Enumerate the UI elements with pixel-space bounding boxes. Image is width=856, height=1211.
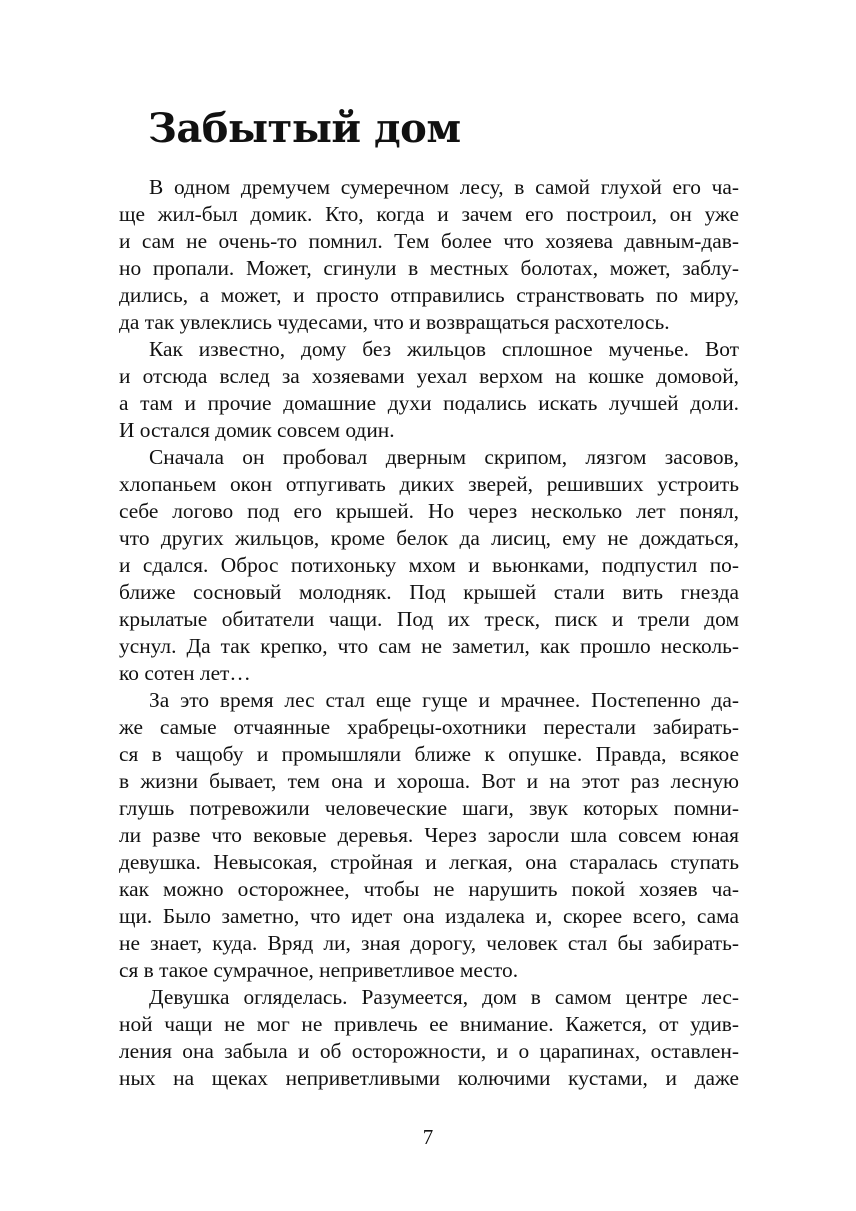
text-line: В одном дремучем сумеречном лесу, в самой глухой его ча- [149, 175, 739, 199]
text-line: ся в такое сумрачное, неприветливое место. [119, 958, 519, 982]
text-line: не знает, куда. Вряд ли, зная дорогу, человек стал бы забирать- [119, 931, 739, 955]
text-line: в жизни бывает, тем она и хороша. Вот и на этот раз лесную [119, 769, 739, 793]
text-line: и отсюда вслед за хозяевами уехал верхом на кошке домовой, [119, 364, 739, 388]
text-line: что других жильцов, кроме белок да лисиц, ему не дождаться, [119, 526, 739, 550]
text-line: ближе сосновый молодняк. Под крышей стали вить гнезда [119, 580, 739, 604]
text-line: как можно осторожнее, чтобы не нарушить покой хозяев ча- [119, 877, 739, 901]
page-number: 7 [422, 1125, 434, 1149]
paragraph [119, 174, 739, 336]
text-line: И остался домик совсем один. [119, 418, 395, 442]
text-line: дились, а может, и просто отправились странствовать по миру, [119, 283, 739, 307]
text-line: и сдался. Оброс потихоньку мхом и вьюнками, подпустил по- [119, 553, 739, 577]
text-line: крылатые обитатели чащи. Под их треск, писк и трели дом [119, 607, 739, 631]
text-line: ных на щеках неприветливыми колючими кустами, и даже [119, 1066, 739, 1090]
text-line: девушка. Невысокая, стройная и легкая, она старалась ступать [119, 850, 739, 874]
paragraph [119, 444, 739, 687]
text-line: щи. Было заметно, что идет она издалека и, скорее всего, сама [119, 904, 739, 928]
text-line: и сам не очень-то помнил. Тем более что хозяева давным-дав- [119, 229, 739, 253]
text-line: ся в чащобу и промышляли ближе к опушке. Правда, всякое [119, 742, 739, 766]
text-line: Как известно, дому без жильцов сплошное мученье. Вот [149, 337, 739, 361]
text-line: глушь потревожили человеческие шаги, звук которых помни- [119, 796, 739, 820]
paragraph [119, 984, 739, 1092]
text-line: да так увлеклись чудесами, что и возвращаться расхотелось. [119, 310, 670, 334]
text-line: себе логово под его крышей. Но через несколько лет понял, [119, 499, 739, 523]
text-line: ной чащи не мог не привлечь ее внимание. Кажется, от удив- [119, 1012, 739, 1036]
text-line: ления она забыла и об осторожности, и о царапинах, оставлен- [119, 1039, 739, 1063]
text-line: ли разве что вековые деревья. Через заросли шла совсем юная [119, 823, 739, 847]
text-line: ко сотен лет… [119, 661, 251, 685]
text-line: но пропали. Может, сгинули в местных болотах, может, заблу- [119, 256, 739, 280]
text-line: же самые отчаянные храбрецы-охотники перестали забирать- [119, 715, 739, 739]
text-line: ще жил-был домик. Кто, когда и зачем его построил, он уже [119, 202, 739, 226]
chapter-title: Забытый дом [148, 105, 461, 152]
text-line: За это время лес стал еще гуще и мрачнее. Постепенно да- [149, 688, 739, 712]
text-line: хлопаньем окон отпугивать диких зверей, решивших устроить [119, 472, 739, 496]
paragraph [119, 687, 739, 984]
text-line: а там и прочие домашние духи подались искать лучшей доли. [119, 391, 739, 415]
paragraph [119, 336, 739, 444]
chapter-body [119, 174, 739, 1092]
text-line: Девушка огляделась. Разумеется, дом в самом центре лес- [149, 985, 739, 1009]
text-line: уснул. Да так крепко, что сам не заметил, как прошло несколь- [119, 634, 739, 658]
text-line: Сначала он пробовал дверным скрипом, лязгом засовов, [149, 445, 739, 469]
